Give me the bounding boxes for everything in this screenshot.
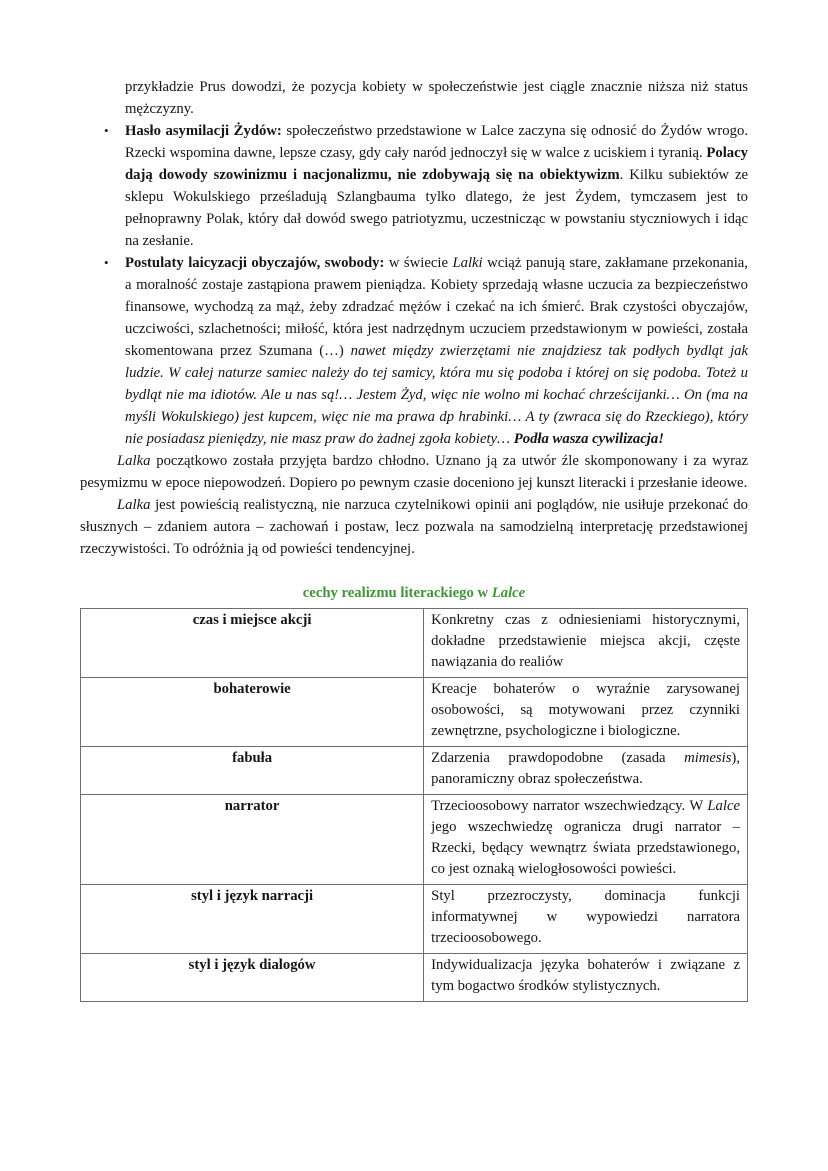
feature-desc-cell: Indywidualizacja języka bohaterów i związane z tym bogactwo środków stylistycznych. [424, 954, 748, 1002]
feature-desc-cell: Kreacje bohaterów o wyraźnie zarysowanej osobowości, są motywowani przez czynniki zewnętrzne, psychologiczne i biologiczne. [424, 678, 748, 747]
table-row [81, 609, 748, 678]
table-row [81, 885, 748, 954]
feature-label-cell: narrator [81, 795, 424, 885]
feature-label-cell: styl i język dialogów [81, 954, 424, 1002]
bullet-icon: • [104, 123, 109, 138]
paragraph-reception: Lalka początkowo została przyjęta bardzo chłodno. Uznano ją za utwór źle skomponowany i za wyraz pesymizmu w epoce niepowodzeń. Dopiero po pewnym czasie doceniono jej kunszt literacki i przesłanie ideowe. [80, 453, 748, 491]
bullet-text: Hasło asymilacji Żydów: społeczeństwo przedstawione w Lalce zaczyna się odnosić do Żydów wrogo. Rzecki wspomina dawne, lepsze czasy, gdy cały naród jednoczył się w walce z uciskiem i tyranią. Polacy dają dowody szowinizmu i nacjonalizmu, nie zdobywają się na obiektywizm. Kilku subiektów ze sklepu Wokulskiego prześladują Szlangbauma tylko dlatego, że jest Żydem, tymczasem jest to pełnoprawny Polak, który dał dowód swego patriotyzmu, uczestnicząc w powstaniu styczniowych i idąc na zesłanie. [125, 123, 749, 249]
feature-desc-cell: Konkretny czas z odniesieniami historycznymi, dokładne przedstawienie miejsca akcji, częste nawiązania do realiów [424, 609, 748, 678]
bullet-text: Postulaty laicyzacji obyczajów, swobody: w świecie Lalki wciąż panują stare, zakłamane przekonania, a moralność zostaje zastąpiona prawem pieniądza. Kobiety sprzedają własne uczucia za bezpieczeństwo finansowe, wychodzą za mąż, żeby zdradzać mężów i czekać na ich śmierć. Brak czystości obyczajów, uczciwości, szlachetności; miłość, która jest nadrzędnym uczuciem przedstawionym w powieści, została skomentowana przez Szumana (…) nawet między zwierzętami nie znajdziesz tak podłych bydląt jak ludzie. W całej naturze samiec należy do tej samicy, która mu się podoba i której on się podoba. Toteż u bydląt nie ma idiotów. Ale u nas są!… Jestem Żyd, więc nie wolno mi kochać chrześcijanki… On (ma na myśli Wokulskiego) jest kupcem, więc nie ma prawa dp hrabinki… A ty (zwraca się do Rzeckiego), który nie posiadasz pieniędzy, nie masz praw do żadnej zgoła kobiety… Podła wasza cywilizacja! [125, 255, 749, 447]
feature-label-cell: styl i język narracji [81, 885, 424, 954]
table-row [81, 954, 748, 1002]
feature-label-cell: fabuła [81, 747, 424, 795]
feature-desc-cell: Trzecioosobowy narrator wszechwiedzący. W Lalce jego wszechwiedzę ogranicza drugi narrator – Rzecki, będący wewnątrz świata przedstawionego, co jest oznaką wielogłosowości powieści. [424, 795, 748, 885]
feature-desc-cell: Styl przezroczysty, dominacja funkcji informatywnej w wypowiedzi narratora trzecioosobowego. [424, 885, 748, 954]
document-content [80, 76, 748, 1002]
table-title: cechy realizmu literackiego w Lalce [302, 585, 526, 601]
continuation-paragraph: przykładzie Prus dowodzi, że pozycja kobiety w społeczeństwie jest ciągle znacznie niższa niż status mężczyzny. [125, 79, 748, 117]
bullet-icon: • [104, 255, 109, 270]
table-row [81, 747, 748, 795]
feature-desc-cell: Zdarzenia prawdopodobne (zasada mimesis), panoramiczny obraz społeczeństwa. [424, 747, 748, 795]
table-row [81, 795, 748, 885]
feature-label-cell: czas i miejsce akcji [81, 609, 424, 678]
paragraph-realism: Lalka jest powieścią realistyczną, nie narzuca czytelnikowi opinii ani poglądów, nie usiłuje przekonać do słusznych – zdaniem autora – zachowań i postaw, lecz pozwala na samodzielną interpretację przedstawionej rzeczywistości. To odróżnia ją od powieści tendencyjnej. [80, 497, 748, 557]
features-table [80, 608, 748, 1002]
table-row [81, 678, 748, 747]
bullet-item [80, 120, 748, 252]
bullet-list [80, 120, 748, 450]
feature-label-cell: bohaterowie [81, 678, 424, 747]
bullet-item [80, 252, 748, 450]
